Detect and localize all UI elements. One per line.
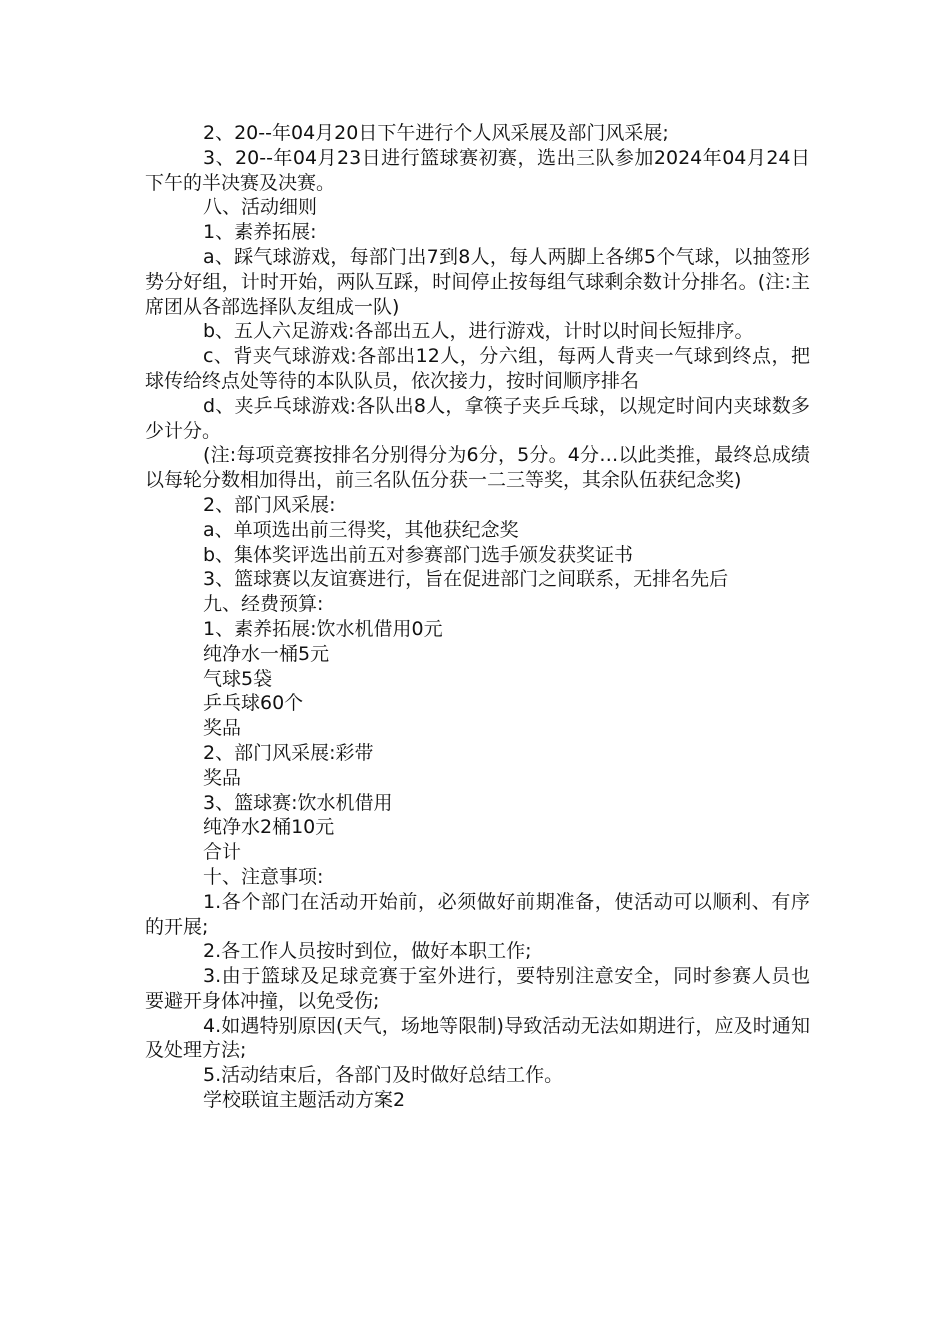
paragraph: a、踩气球游戏，每部门出7到8人，每人两脚上各绑5个气球，以抽签形势分好组，计时开始，两队互踩，时间停止按每组气球剩余数计分排名。(注:主席团从各部选择队友组成一队) xyxy=(145,245,810,318)
paragraph: b、五人六足游戏:各部出五人，进行游戏，计时以时间长短排序。 xyxy=(203,320,754,343)
paragraph: 5.活动结束后，各部门及时做好总结工作。 xyxy=(203,1064,564,1087)
section-heading: 八、活动细则 xyxy=(203,196,318,219)
section-heading: 九、经费预算: xyxy=(203,593,324,616)
subsection-heading: 1、素养拓展: xyxy=(203,221,317,244)
paragraph: 3、篮球赛以友谊赛进行，旨在促进部门之间联系，无排名先后 xyxy=(203,568,729,591)
budget-item: 2、部门风采展:彩带 xyxy=(203,741,374,764)
budget-item: 1、素养拓展:饮水机借用0元 xyxy=(203,617,443,640)
paragraph: 3.由于篮球及足球竞赛于室外进行，要特别注意安全，同时参赛人员也要避开身体冲撞，以免受伤; xyxy=(145,965,810,1012)
paragraph: a、单项选出前三得奖，其他获纪念奖 xyxy=(203,518,519,541)
section-heading: 十、注意事项: xyxy=(203,865,324,888)
paragraph: 1.各个部门在活动开始前，必须做好前期准备，使活动可以顺利、有序的开展; xyxy=(145,890,810,938)
budget-total: 合计 xyxy=(203,841,242,864)
budget-item: 气球5袋 xyxy=(203,667,273,690)
paragraph: 4.如遇特别原因(天气，场地等限制)导致活动无法如期进行，应及时通知及处理方法; xyxy=(145,1014,810,1062)
paragraph: d、夹乒乓球游戏:各队出8人，拿筷子夹乒乓球，以规定时间内夹球数多少计分。 xyxy=(145,394,810,442)
paragraph: (注:每项竞赛按排名分别得分为6分，5分。4分…以此类推，最终总成绩以每轮分数相加得出，前三名队伍分获一二三等奖，其余队伍获纪念奖) xyxy=(145,444,810,492)
budget-item: 纯净水2桶10元 xyxy=(203,816,335,839)
paragraph: 2、20--年04月20日下午进行个人风采展及部门风采展; xyxy=(203,122,669,144)
paragraph: c、背夹气球游戏:各部出12人，分六组，每两人背夹一气球到终点，把球传给终点处等待的本队队员，依次接力，按时间顺序排名 xyxy=(145,345,810,392)
budget-item: 纯净水一桶5元 xyxy=(203,642,330,665)
subsection-heading: 2、部门风采展: xyxy=(203,493,336,516)
budget-item: 奖品 xyxy=(203,717,242,740)
paragraph: b、集体奖评选出前五对参赛部门选手颁发获奖证书 xyxy=(203,543,634,566)
document-body xyxy=(145,121,810,1113)
paragraph: 3、20--年04月23日进行篮球赛初赛，选出三队参加2024年04月24日下午的半决赛及决赛。 xyxy=(145,146,810,194)
budget-item: 奖品 xyxy=(203,766,242,789)
budget-item: 乒乓球60个 xyxy=(203,692,304,715)
next-document-title: 学校联谊主题活动方案2 xyxy=(203,1089,406,1112)
paragraph: 2.各工作人员按时到位，做好本职工作; xyxy=(203,940,532,963)
budget-item: 3、篮球赛:饮水机借用 xyxy=(203,791,393,814)
